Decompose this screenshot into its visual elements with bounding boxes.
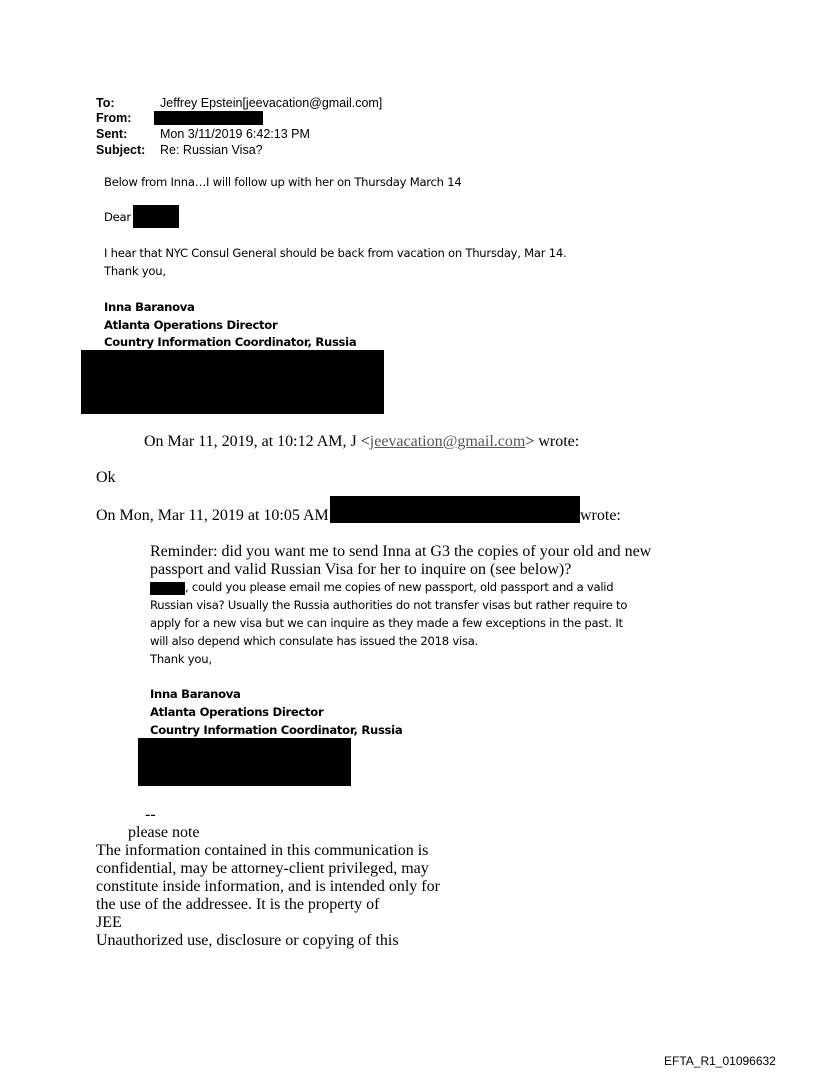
quote2-suffix: wrote: <box>580 507 621 524</box>
quote1-suffix: > wrote: <box>525 433 580 450</box>
disclaimer-line4: the use of the addressee. It is the property of <box>96 896 380 913</box>
quote1-email-link[interactable]: jeevacation@gmail.com <box>369 433 526 450</box>
message-salutation: Dear <box>104 210 131 224</box>
message-line1: I hear that NYC Consul General should be back from vacation on Thursday, Mar 14. <box>104 246 567 260</box>
quote2-signature-name: Inna Baranova <box>150 687 241 701</box>
quote1-attribution <box>144 433 579 451</box>
to-value: Jeffrey Epstein[jeevacation@gmail.com] <box>160 96 383 110</box>
to-label: To: <box>96 96 115 110</box>
quote2-prefix: On Mon, Mar 11, 2019 at 10:05 AM <box>96 507 329 524</box>
message-line2: Thank you, <box>104 264 166 278</box>
quote2-inner-line4: will also depend which consulate has issued the 2018 visa. <box>150 634 479 648</box>
disclaimer-line5: JEE <box>96 914 122 931</box>
quote2-signature-role: Country Information Coordinator, Russia <box>150 723 403 737</box>
quote2-reminder-line2: passport and valid Russian Visa for her to inquire on (see below)? <box>150 561 572 578</box>
disclaimer-line6: Unauthorized use, disclosure or copying of this <box>96 932 399 949</box>
redaction-salutation-name <box>133 205 179 228</box>
disclaimer-dashes: -- <box>145 806 156 823</box>
redaction-signature-block <box>81 350 384 414</box>
disclaimer-line2: confidential, may be attorney-client privileged, may <box>96 860 429 877</box>
quote2-inner-line2: Russian visa? Usually the Russia authorities do not transfer visas but rather require to <box>150 598 628 612</box>
sent-label: Sent: <box>96 127 128 141</box>
signature-title: Atlanta Operations Director <box>104 318 278 332</box>
redaction-from <box>154 111 263 125</box>
quote2-reminder-line1: Reminder: did you want me to send Inna at G3 the copies of your old and new <box>150 543 652 560</box>
disclaimer-note: please note <box>128 824 200 841</box>
quote2-inner-line1: , could you please email me copies of new passport, old passport and a valid <box>185 580 614 594</box>
subject-label: Subject: <box>96 143 146 157</box>
signature-role: Country Information Coordinator, Russia <box>104 335 357 349</box>
disclaimer-line1: The information contained in this communication is <box>96 842 429 859</box>
from-label: From: <box>96 111 132 125</box>
redaction-quote2-sender <box>330 496 580 523</box>
quote1-prefix: On Mar 11, 2019, at 10:12 AM, J < <box>144 433 370 450</box>
quote2-signature-title: Atlanta Operations Director <box>150 705 324 719</box>
quote1-body: Ok <box>96 469 116 486</box>
signature-name: Inna Baranova <box>104 300 195 314</box>
disclaimer-line3: constitute inside information, and is intended only for <box>96 878 440 895</box>
redaction-quote2-signature-block <box>138 738 351 786</box>
quote2-inner-line3: apply for a new visa but we can inquire as they made a few exceptions in the past. It <box>150 616 623 630</box>
subject-value: Re: Russian Visa? <box>160 143 263 157</box>
quote2-inner-line5: Thank you, <box>150 652 212 666</box>
redaction-quote2-name <box>150 582 185 595</box>
sent-value: Mon 3/11/2019 6:42:13 PM <box>160 127 310 141</box>
message-intro: Below from Inna…I will follow up with her on Thursday March 14 <box>104 175 462 189</box>
document-id: EFTA_R1_01096632 <box>664 1054 776 1068</box>
